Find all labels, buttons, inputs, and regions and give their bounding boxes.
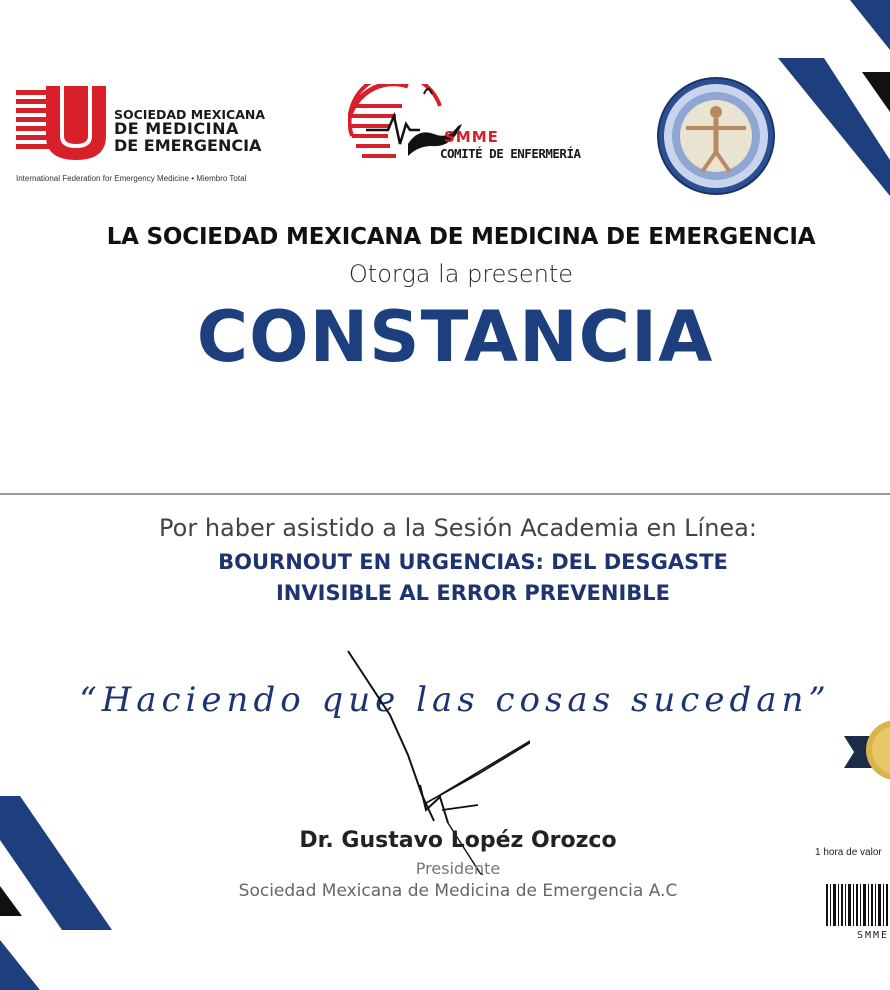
nursing-logo-label: COMITÉ DE ENFERMERÍA <box>440 146 581 161</box>
smme-u-shield-icon <box>16 86 108 164</box>
smme-logo <box>16 86 276 186</box>
vitruvian-seal-icon <box>656 76 776 196</box>
barcode-text: SMME <box>857 930 890 941</box>
smme-logo-line2: DE MEDICINA <box>114 119 239 139</box>
credit-hours: 1 hora de valor <box>815 847 882 858</box>
signatory-role: Presidente <box>415 859 501 878</box>
smme-logo-line1: SOCIEDAD MEXICANA <box>114 107 266 122</box>
section-divider <box>0 493 890 495</box>
course-title-line1: BOURNOUT EN URGENCIAS: DEL DESGASTE <box>218 550 728 574</box>
gold-medal-icon <box>844 712 890 786</box>
grant-text: Otorga la presente <box>348 260 574 288</box>
smme-logo-subtitle: International Federation for Emergency Medicine • Miembro Total <box>16 174 247 183</box>
certificate-title: CONSTANCIA <box>196 296 714 378</box>
attendance-reason: Por haber asistido a la Sesión Academia en Línea: <box>159 514 757 542</box>
smme-logo-line3: DE EMERGENCIA <box>114 135 262 155</box>
society-heading: LA SOCIEDAD MEXICANA DE MEDICINA DE EMERGENCIA <box>106 224 816 250</box>
top-right-stripes <box>770 0 890 200</box>
nursing-logo-acronym: SMME <box>444 128 499 146</box>
course-title-line2: INVISIBLE AL ERROR PREVENIBLE <box>275 581 671 605</box>
barcode-icon <box>826 884 890 926</box>
course-title <box>0 547 890 609</box>
motto: “Haciendo que las cosas sucedan” <box>79 680 831 720</box>
smme-logo-wordmark <box>114 108 265 155</box>
signatory-organization: Sociedad Mexicana de Medicina de Emergencia A.C <box>238 881 678 901</box>
nursing-committee-logo <box>348 84 584 170</box>
signatory-name: Dr. Gustavo Lopéz Orozco <box>299 828 617 853</box>
